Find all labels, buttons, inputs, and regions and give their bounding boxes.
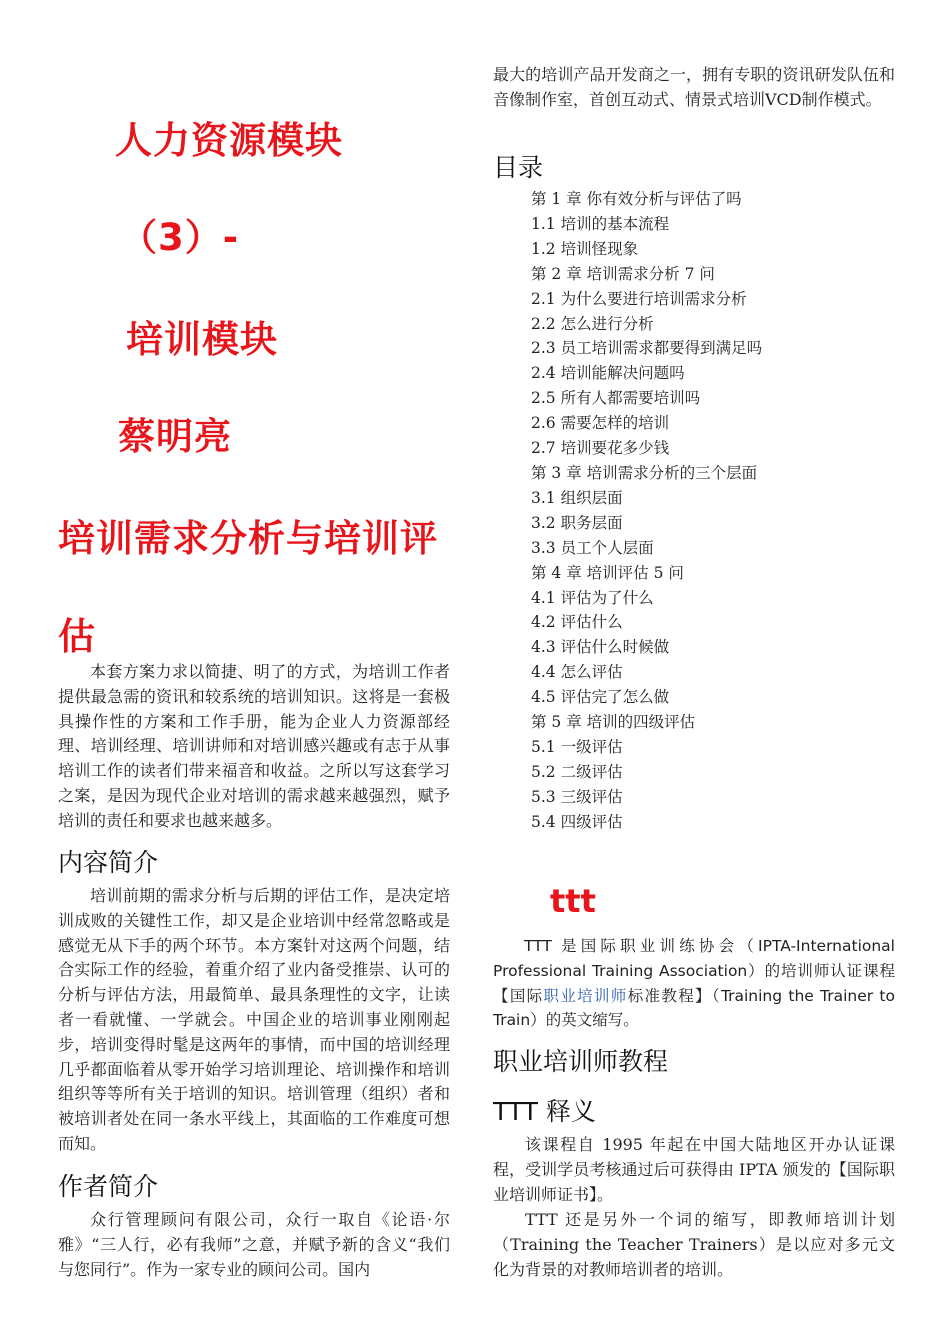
title-line-6: 估 bbox=[58, 615, 96, 658]
toc-item: 4.3 评估什么时候做 bbox=[531, 638, 670, 657]
title-line-5: 培训需求分析与培训评 bbox=[58, 517, 438, 560]
toc-item: 5.2 二级评估 bbox=[531, 762, 623, 781]
toc-item: 5.4 四级评估 bbox=[531, 812, 623, 831]
toc-item: 4.2 评估什么 bbox=[531, 613, 623, 632]
toc-item: 4.5 评估完了怎么做 bbox=[531, 688, 670, 707]
toc-item: 4.1 评估为了什么 bbox=[531, 588, 654, 607]
toc-item: 2.5 所有人都需要培训吗 bbox=[531, 389, 701, 408]
ttt-teacher-paragraph: TTT 还是另外一个词的缩写，即教师培训计划（Training the Teacher Trainers）是以应对多元文化为背景的对教师培训者的培训。 bbox=[493, 1210, 895, 1279]
title-line-1: 人力资源模块 bbox=[115, 119, 343, 162]
title-line-2: （3）- bbox=[120, 216, 240, 259]
toc-item: 2.2 怎么进行分析 bbox=[531, 314, 654, 333]
toc-item: 第 5 章 培训的四级评估 bbox=[531, 713, 696, 732]
toc-item: 2.7 培训要花多少钱 bbox=[531, 439, 670, 458]
toc-item: 2.4 培训能解决问题吗 bbox=[531, 364, 685, 383]
author-heading: 作者简介 bbox=[58, 1172, 159, 1201]
author-paragraph: 众行管理顾问有限公司，众行一取自《论语·尔雅》“三人行，必有我师”之意，并赋予新的含义“我们与您同行”。作为一家专业的顾问公司。国内 bbox=[58, 1210, 450, 1279]
toc-item: 1.2 培训怪现象 bbox=[531, 239, 639, 258]
ttt-title: ttt bbox=[550, 882, 596, 920]
toc-item: 第 2 章 培训需求分析 7 问 bbox=[531, 264, 715, 283]
toc-item: 5.3 三级评估 bbox=[531, 787, 623, 806]
tutorial-heading: 职业培训师教程 bbox=[493, 1047, 669, 1076]
toc-item: 2.1 为什么要进行培训需求分析 bbox=[531, 289, 747, 308]
toc-item: 4.4 怎么评估 bbox=[531, 663, 623, 682]
toc-item: 第 4 章 培训评估 5 问 bbox=[531, 563, 684, 582]
professional-trainer-link[interactable]: 职业培训师 bbox=[543, 986, 628, 1005]
intro-paragraph: 本套方案力求以简捷、明了的方式，为培训工作者提供最急需的资讯和较系统的培训知识。这将是一套极具操作性的方案和工作手册，能为企业人力资源部经理、培训经理、培训讲师和对培训感兴趣或有志于从事培训工作的读者们带来福音和收益。之所以写这套学习之案，是因为现代企业对培训的需求越来越强烈，赋予培训的责任和要求也越来越多。 bbox=[58, 662, 450, 830]
author-name-title: 蔡明亮 bbox=[118, 415, 232, 458]
ttt-paragraph bbox=[493, 934, 895, 1033]
ttt-meaning-heading: TTT 释义 bbox=[493, 1097, 596, 1126]
ttt-text-before-link: TTT 是国际职业训练协会（IPTA-International Professional Training Association）的培训师认证课程【国际 bbox=[493, 937, 895, 1005]
summary-heading: 内容简介 bbox=[58, 848, 159, 877]
toc-item: 2.3 员工培训需求都要得到满足吗 bbox=[531, 339, 763, 358]
ttt-text-after-link: 标准教程】（Training the Trainer to Train）的英文缩写。 bbox=[493, 986, 895, 1030]
toc-item: 3.2 职务层面 bbox=[531, 513, 623, 532]
summary-paragraph: 培训前期的需求分析与后期的评估工作，是决定培训成败的关键性工作，却又是企业培训中经常忽略或是感觉无从下手的两个环节。本方案针对这两个问题，结合实际工作的经验，着重介绍了业内备受推崇、认可的分析与评估方法，用最简单、最具条理性的文字，让读者一看就懂、一学就会。中国企业的培训事业刚刚起步，培训变得时髦是这两年的事情，而中国的培训经理几乎都面临着从零开始学习培训理论、培训操作和培训组织等等所有关于培训的知识。培训管理（组织）者和被培训者处在同一条水平线上，其面临的工作难度可想而知。 bbox=[58, 886, 450, 1153]
ttt-course-paragraph: 该课程自 1995 年起在中国大陆地区开办认证课程，受训学员考核通过后可获得由 IPTA 颁发的【国际职业培训师证书】。 bbox=[493, 1135, 895, 1204]
toc-item: 第 3 章 培训需求分析的三个层面 bbox=[531, 463, 758, 482]
toc-item: 2.6 需要怎样的培训 bbox=[531, 414, 670, 433]
toc-heading: 目录 bbox=[493, 153, 544, 182]
toc-item: 1.1 培训的基本流程 bbox=[531, 214, 670, 233]
author-paragraph-continued: 最大的培训产品开发商之一，拥有专职的资讯研发队伍和音像制作室，首创互动式、情景式培训VCD制作模式。 bbox=[493, 65, 895, 109]
toc-item: 第 1 章 你有效分析与评估了吗 bbox=[531, 190, 742, 208]
toc-item: 5.1 一级评估 bbox=[531, 737, 623, 756]
toc-item: 3.1 组织层面 bbox=[531, 488, 623, 507]
title-line-3: 培训模块 bbox=[126, 318, 278, 361]
toc-list bbox=[531, 187, 762, 835]
toc-item: 3.3 员工个人层面 bbox=[531, 538, 654, 557]
